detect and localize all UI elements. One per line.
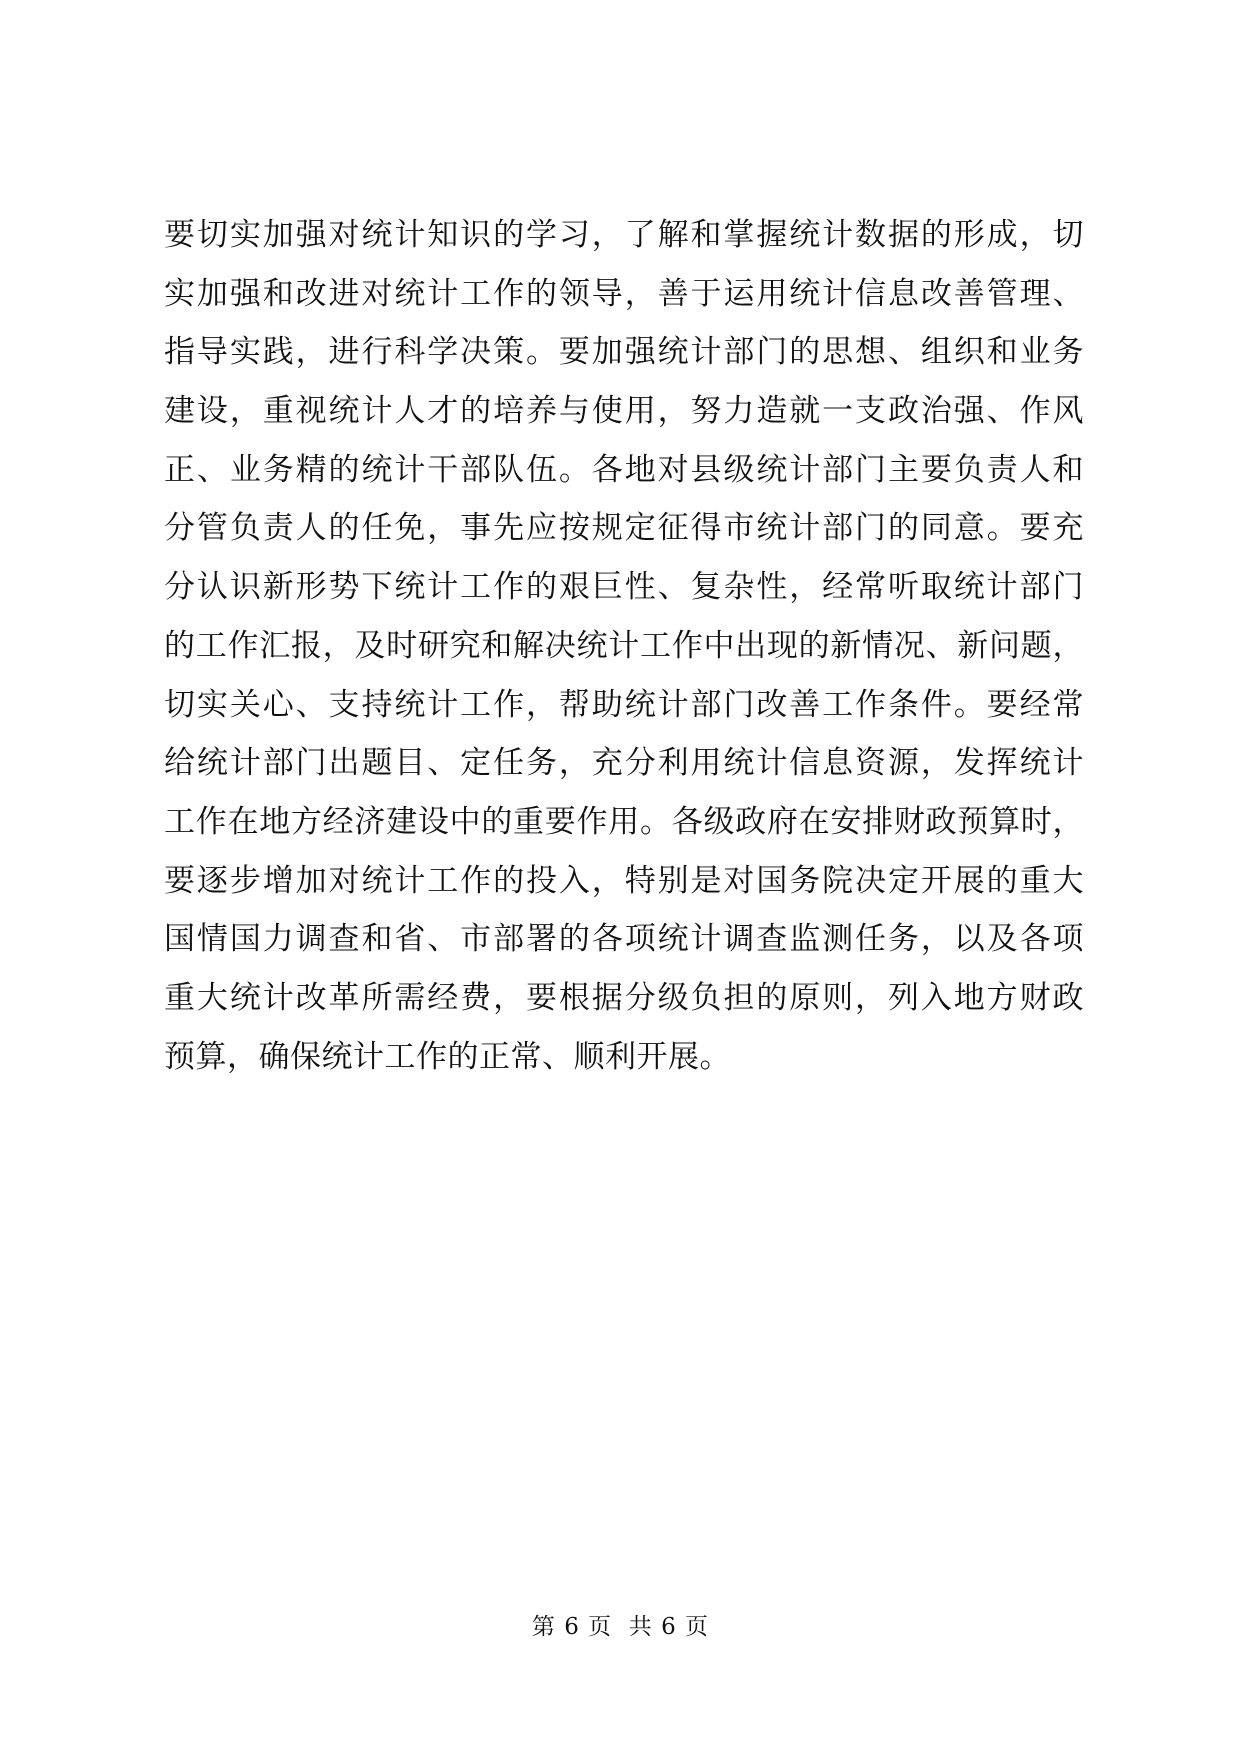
paragraph-line: 重大统计改革所需经费，要根据分级负担的原则，列入地方财政 — [164, 979, 1084, 1016]
body-paragraph — [164, 206, 1084, 1086]
paragraph-line: 分认识新形势下统计工作的艰巨性、复杂性，经常听取统计部门 — [164, 569, 1084, 606]
paragraph-line: 要切实加强对统计知识的学习，了解和掌握统计数据的形成，切 — [164, 217, 1084, 253]
paragraph-line: 要逐步增加对统计工作的投入，特别是对国务院决定开展的重大 — [164, 862, 1084, 899]
paragraph-line: 实加强和改进对统计工作的领导，善于运用统计信息改善管理、 — [164, 275, 1084, 312]
paragraph-line: 指导实践，进行科学决策。要加强统计部门的思想、组织和业务 — [164, 334, 1084, 371]
page-number-footer: 第 6 页 共 6 页 — [531, 1614, 710, 1640]
paragraph-line: 分管负责人的任免，事先应按规定征得市统计部门的同意。要充 — [164, 510, 1084, 547]
paragraph-line: 工作在地方经济建设中的重要作用。各级政府在安排财政预算时， — [164, 803, 1084, 840]
paragraph-line: 给统计部门出题目、定任务，充分利用统计信息资源，发挥统计 — [164, 745, 1084, 782]
paragraph-line: 的工作汇报，及时研究和解决统计工作中出现的新情况、新问题， — [164, 627, 1084, 664]
paragraph-line-last: 预算，确保统计工作的正常、顺利开展。 — [164, 1038, 731, 1075]
paragraph-line: 国情国力调查和省、市部署的各项统计调查监测任务，以及各项 — [164, 921, 1084, 958]
paragraph-line: 建设，重视统计人才的培养与使用，努力造就一支政治强、作风 — [164, 393, 1084, 430]
paragraph-line: 正、业务精的统计干部队伍。各地对县级统计部门主要负责人和 — [164, 451, 1084, 488]
paragraph-line: 切实关心、支持统计工作，帮助统计部门改善工作条件。要经常 — [164, 686, 1084, 723]
